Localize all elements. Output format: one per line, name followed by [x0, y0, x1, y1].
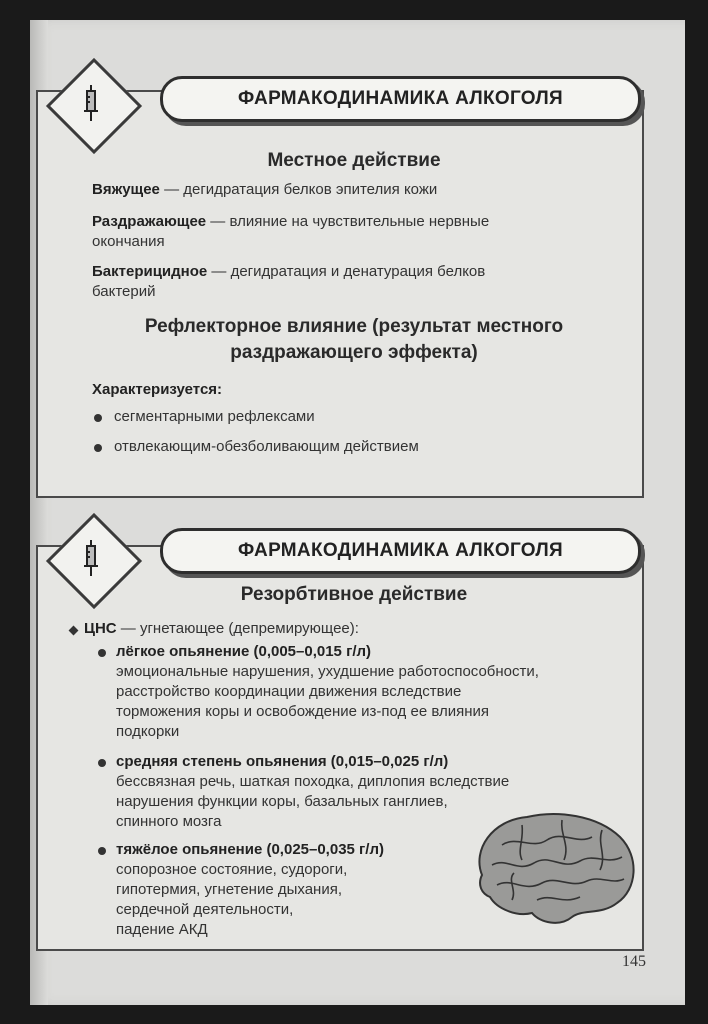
desc: — дегидратация белков эпителия кожи — [159, 181, 438, 198]
bullet-distracting: отвлекающим-обезболивающим действием — [114, 438, 419, 455]
banner-title: ФАРМАКОДИНАМИКА АЛКОГОЛЯ — [160, 76, 641, 122]
cns-label: ЦНС — [84, 620, 117, 637]
page-number: 145 — [622, 953, 646, 970]
level-severe-line: сопорозное состояние, судороги, — [116, 861, 348, 878]
section-title-local: Местное действие — [267, 150, 441, 171]
brain-illustration-icon — [462, 805, 642, 930]
bullet — [98, 649, 106, 657]
term: Раздражающее — [92, 213, 207, 230]
level-medium-line: спинного мозга — [116, 813, 222, 830]
local-item-irritant — [92, 212, 489, 232]
section-title-resorptive: Резорбтивное действие — [240, 584, 468, 605]
cns-line — [84, 619, 359, 639]
section-title-reflex-2: раздражающего эффекта) — [230, 342, 478, 363]
desc: — влияние на чувствительные нервные — [206, 213, 490, 230]
level-medium-line: нарушения функции коры, базальных ганглиев, — [116, 793, 448, 810]
level-mild-line: подкорки — [116, 723, 180, 740]
bullet — [98, 847, 106, 855]
desc: — дегидратация и денатурация белков — [207, 263, 486, 280]
bullet-segmental: сегментарными рефлексами — [114, 408, 315, 425]
cns-desc: — угнетающее (депремирующее): — [116, 620, 359, 637]
level-medium-line: бессвязная речь, шаткая походка, диплопия вследствие — [116, 773, 510, 790]
syringe-icon — [71, 83, 111, 123]
local-item-bactericidal — [92, 262, 485, 282]
bullet — [94, 444, 102, 452]
level-mild-line: эмоциональные нарушения, ухудшение работоспособности, — [116, 663, 539, 680]
term: Бактерицидное — [92, 263, 208, 280]
local-item-bactericidal-cont: бактерий — [92, 283, 156, 300]
characterized-label: Характеризуется: — [92, 381, 223, 398]
level-severe-line: гипотермия, угнетение дыхания, — [116, 881, 342, 898]
local-item-irritant-cont: окончания — [92, 233, 165, 250]
level-severe-line: падение АКД — [116, 921, 208, 938]
section-title-reflex-1: Рефлекторное влияние (результат местного — [144, 316, 564, 337]
bullet — [94, 414, 102, 422]
term: Вяжущее — [92, 181, 160, 198]
local-item-astringent — [92, 180, 437, 200]
bullet — [98, 759, 106, 767]
level-mild-line: расстройство координации движения вследствие — [116, 683, 462, 700]
level-medium-title: средняя степень опьянения (0,015–0,025 г/л) — [116, 753, 449, 770]
level-severe-line: сердечной деятельности, — [116, 901, 294, 918]
level-severe-title: тяжёлое опьянение (0,025–0,035 г/л) — [116, 841, 384, 858]
level-mild-title: лёгкое опьянение (0,005–0,015 г/л) — [116, 643, 372, 660]
syringe-icon — [71, 538, 111, 578]
banner-title: ФАРМАКОДИНАМИКА АЛКОГОЛЯ — [160, 528, 641, 574]
level-mild-line: торможения коры и освобождение из-под ее влияния — [116, 703, 489, 720]
